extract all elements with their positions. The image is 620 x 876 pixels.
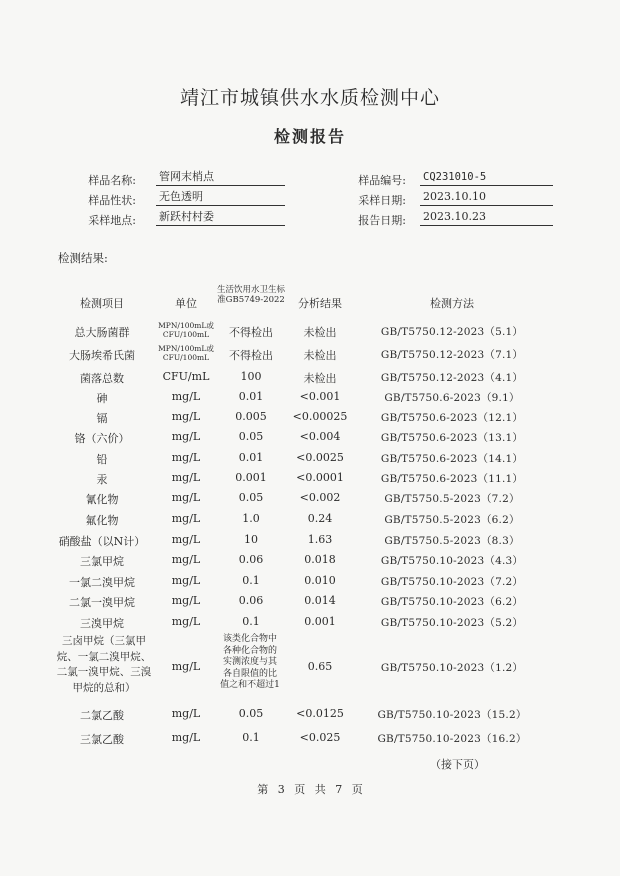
row-item: 三氯乙酸 [80,733,124,746]
row-item: 二氯乙酸 [80,709,124,722]
col-header-limit: 生活饮用水卫生标准GB5749-2022 [216,285,285,305]
row-unit: mg/L [171,410,201,423]
sample-no-label: 样品编号: [358,174,406,187]
row-result: 未检出 [303,349,337,362]
row-result: 0.24 [307,512,333,525]
row-result: <0.00025 [292,410,348,423]
row-result: 0.65 [307,660,333,673]
row-result: <0.025 [299,731,341,744]
row-unit: mg/L [171,471,201,484]
row-limit: 0.001 [235,471,267,484]
sampling-date-label: 采样日期: [358,194,406,207]
row-item: 总大肠菌群 [74,326,130,339]
report-title: 检测报告 [273,127,346,146]
row-method: GB/T5750.10-2023（16.2） [377,733,527,745]
row-unit: mg/L [171,707,201,720]
row-limit: 0.06 [238,594,264,607]
sampling-site-label: 采样地点: [88,214,136,227]
row-item: 大肠埃希氏菌 [69,349,135,362]
row-unit: mg/L [171,451,201,464]
row-result: <0.002 [299,491,341,504]
row-item: 三卤甲烷（三氯甲烷、一氯二溴甲烷、二氯一溴甲烷、三溴甲烷的总和） [56,635,152,694]
row-method: GB/T5750.12-2023（7.1） [380,349,524,361]
col-header-unit: 单位 [175,297,197,310]
results-title: 检测结果: [58,251,108,265]
continue-note: （接下页） [430,758,485,771]
sample-no-value: CQ231010-5 [420,170,553,186]
row-limit: 0.005 [235,410,267,423]
row-item: 汞 [96,473,108,486]
row-result: 0.018 [304,553,336,566]
row-method: GB/T5750.12-2023（5.1） [380,326,524,338]
col-header-method: 检测方法 [430,297,474,310]
row-result: 0.014 [304,594,336,607]
row-method: GB/T5750.10-2023（4.3） [380,555,524,567]
report-date-label: 报告日期: [358,214,406,227]
row-method: GB/T5750.10-2023（6.2） [380,596,524,608]
row-item: 三溴甲烷 [80,617,124,630]
row-item: 氰化物 [85,493,119,506]
row-limit: 100 [240,370,262,383]
row-result: <0.0001 [296,471,344,484]
row-unit: MPN/100mL或CFU/100mL [158,321,214,339]
row-method: GB/T5750.6-2023（14.1） [380,453,524,465]
row-method: GB/T5750.6-2023（11.1） [380,473,524,485]
report-date-value: 2023.10.23 [420,210,553,226]
col-header-item: 检测项目 [80,297,124,310]
row-item: 镉 [96,412,108,425]
row-unit: mg/L [171,574,201,587]
row-limit: 0.06 [238,553,264,566]
row-item: 砷 [96,392,108,405]
row-limit: 0.05 [238,707,264,720]
sample-trait-value: 无色透明 [156,190,285,206]
row-method: GB/T5750.5-2023（8.3） [384,535,520,547]
sampling-site-value: 新跃村村委 [156,210,285,226]
row-unit: MPN/100mL或CFU/100mL [158,344,214,362]
row-unit: mg/L [171,533,201,546]
sample-name-label: 样品名称: [88,174,136,187]
row-unit: mg/L [171,594,201,607]
row-result: <0.0125 [296,707,344,720]
row-method: GB/T5750.5-2023（7.2） [384,493,520,505]
sample-trait-label: 样品性状: [88,194,136,207]
row-unit: mg/L [171,491,201,504]
sampling-date-value: 2023.10.10 [420,190,553,206]
row-limit: 不得检出 [229,349,273,362]
row-result: 未检出 [303,372,337,385]
row-limit: 0.05 [238,430,264,443]
row-limit: 0.1 [242,731,260,744]
row-unit: CFU/mL [162,370,210,383]
row-item: 菌落总数 [80,372,124,385]
row-item: 硝酸盐（以N计） [58,535,146,548]
row-item: 二氯一溴甲烷 [69,596,135,609]
row-method: GB/T5750.10-2023（15.2） [377,709,527,721]
row-item: 铅 [96,453,108,466]
row-method: GB/T5750.5-2023（6.2） [384,514,520,526]
row-item: 铬（六价） [74,432,130,445]
row-limit: 0.1 [242,574,260,587]
row-unit: mg/L [171,390,201,403]
row-result: 0.010 [304,574,336,587]
row-result: 1.63 [307,533,333,546]
row-method: GB/T5750.6-2023（9.1） [384,392,520,404]
row-item: 三氯甲烷 [80,555,124,568]
row-unit: mg/L [171,430,201,443]
org-title: 靖江市城镇供水水质检测中心 [179,87,440,109]
row-item: 一氯二溴甲烷 [69,576,135,589]
row-unit: mg/L [171,615,201,628]
row-method: GB/T5750.10-2023（1.2） [380,662,524,674]
row-unit: mg/L [171,731,201,744]
row-method: GB/T5750.10-2023（7.2） [380,576,524,588]
row-unit: mg/L [171,660,201,673]
page-footer: 第 3 页 共 7 页 [257,783,363,796]
row-method: GB/T5750.6-2023（13.1） [380,432,524,444]
col-header-result: 分析结果 [298,297,342,310]
row-result: 未检出 [303,326,337,339]
sample-name-value: 管网末梢点 [156,170,285,186]
row-limit: 0.1 [242,615,260,628]
row-method: GB/T5750.10-2023（5.2） [380,617,524,629]
row-result: <0.0025 [296,451,344,464]
row-method: GB/T5750.6-2023（12.1） [380,412,524,424]
row-limit: 不得检出 [229,326,273,339]
row-limit: 该类化合物中各种化合物的实测浓度与其各自限值的比值之和不超过1 [220,634,280,690]
row-limit: 0.05 [238,491,264,504]
row-unit: mg/L [171,553,201,566]
row-result: <0.001 [299,390,341,403]
row-result: 0.001 [304,615,336,628]
row-limit: 1.0 [242,512,260,525]
row-limit: 0.01 [238,390,264,403]
row-result: <0.004 [299,430,341,443]
row-method: GB/T5750.12-2023（4.1） [380,372,524,384]
row-limit: 10 [244,533,258,546]
row-item: 氟化物 [85,514,119,527]
row-unit: mg/L [171,512,201,525]
row-limit: 0.01 [238,451,264,464]
